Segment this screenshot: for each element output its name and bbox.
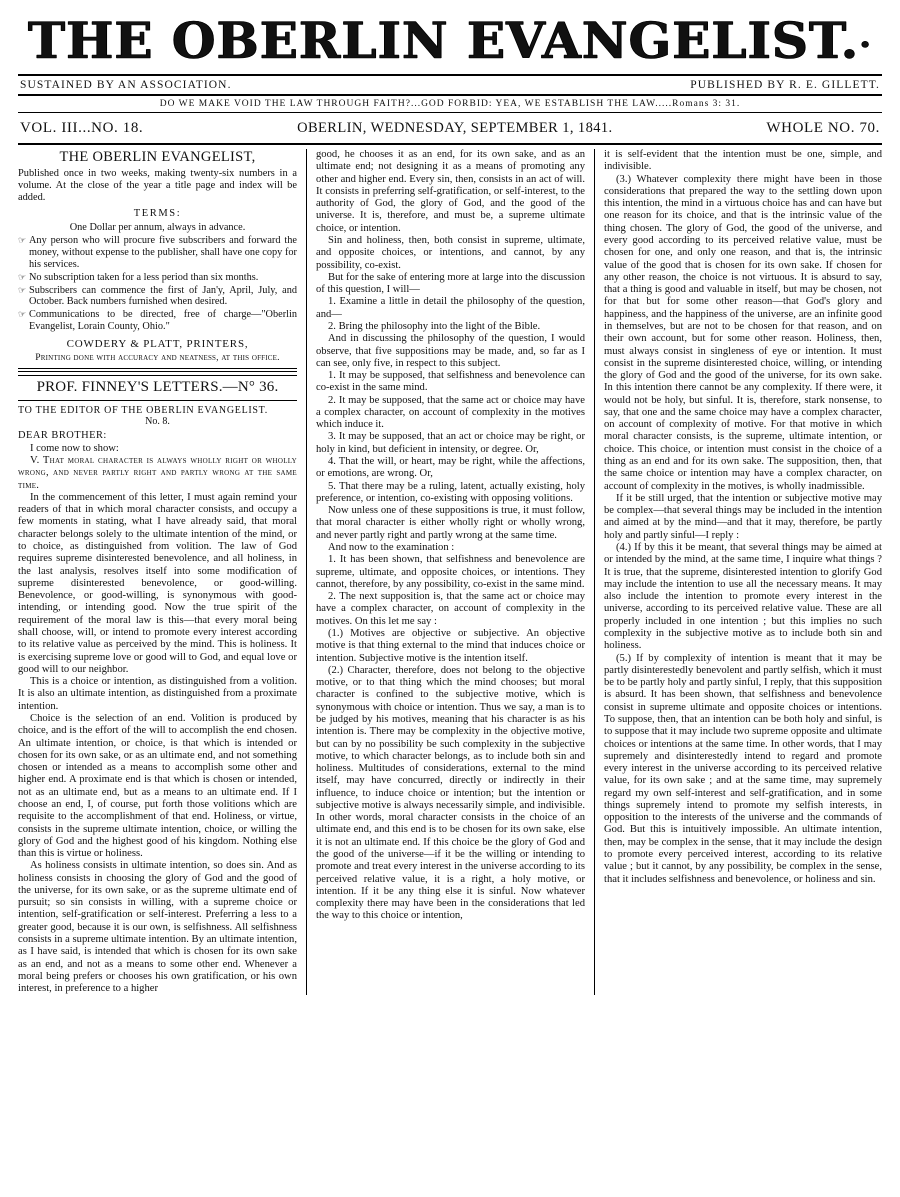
terms-item — [18, 309, 297, 333]
article-paragraph: Sin and holiness, then, both consist in supreme, ultimate, and opposite choices, or intentions, and cannot, by any possibility, co-exist. — [316, 234, 585, 271]
terms-item — [18, 272, 297, 284]
published-by-text: PUBLISHED BY R. E. GILLETT. — [690, 79, 880, 91]
publication-block-title: THE OBERLIN EVANGELIST, — [59, 149, 256, 165]
terms-item — [18, 235, 297, 271]
pointing-hand-icon: ☞ — [18, 234, 27, 245]
article-paragraph: 1. It has been shown, that selfishness and benevolence are supreme, ultimate, and opposite choices, or intentions. They cannot, therefore, by any possibility, co-exist in the same mind. — [316, 554, 585, 590]
column-3 — [594, 149, 882, 995]
article-paragraph: (5.) If by complexity of intention is meant that it may be partly disinterestedly benevolent and partly selfish, which it must be to be partly holy and partly sinful, I reply, that this supposition is absurd. It has been shown, that selfishness and benevolence consist in supreme ultimate and opposite choices or intentions. To suppose, then, that an intention can be both holy and sinful, is to suppose that it may include two supreme opposite and ultimate choices or intentions at the same time. In other words, that I may supremely and disinterestedly intend to regard and promote every interest in the universe according to its perceived relative value, for its own sake ; and at the same time, may supremely regard my own self-interest and self-gratification, and in some things supremely intend to promote my selfish interests, in opposition to the interests of the universe and the commands of God. But this is intuitively impossible. An ultimate intention, then, may be complex in the sense, that it may include the design to promote every perceived interest, according to its relative value ; but it cannot, by any possibility, be complex in the sense, that it includes selfishness and benevolence, or holiness and sin. — [604, 652, 882, 885]
article-paragraph: 3. It may be supposed, that an act or choice may be right, or holy in kind, but deficient in intensity, or degree. Or, — [316, 431, 585, 455]
pointing-hand-icon: ☞ — [18, 309, 27, 320]
issue-row — [18, 113, 882, 143]
article-paragraph: This is a choice or intention, as distinguished from a volition. It is also an ultimate intention, as distinguished from a proximate intention. — [18, 676, 297, 712]
article-paragraph: But for the sake of entering more at large into the discussion of this question, I will— — [316, 271, 585, 296]
newspaper-title — [18, 11, 882, 70]
article-paragraph: As holiness consists in ultimate intention, so does sin. And as holiness consists in choosing the glory of God and the good of the universe, for its own sake, or as the supreme ultimate end of pursuit; so sin consists in willing, with a supreme choice or intention, self-gratification or self-interest. Preferring a less to a greater good, because it is our own, is selfishness. All selfishness consists in a supreme ultimate intention. By an ultimate intention, as I have said, is intended that which is chosen for its own sake as an end, and not as a means to some other end. Whenever a moral being prefers or chooses his own gratification, or his own interest, in preference to a higher — [18, 860, 297, 995]
column-1 — [18, 149, 306, 995]
pointing-hand-icon: ☞ — [18, 284, 27, 295]
terms-price: One Dollar per annum, always in advance. — [69, 221, 246, 233]
terms-item-text: Subscribers can commence the first of Jan'y, April, July, and October. Back numbers furnished when desired. — [29, 284, 297, 308]
article-paragraph: (1.) Motives are objective or subjective. An objective motive is that thing external to the mind that induces choice or intention. Subjective motive is the intention itself. — [316, 627, 585, 664]
article-paragraph: good, he chooses it as an end, for its own sake, and as an ultimate end; not designing it as a means of promoting any other and higher end. Every sin, then, consists in an act of will. It consists in preferring self-gratification, or self-interest, to the authority of God, the glory of God, and the good of the universe. It is, therefore, and must be, a supreme ultimate choice, or intention. — [316, 149, 585, 234]
masthead-ornament-dot: · — [859, 25, 873, 65]
printers-note: Printing done with accuracy and neatness, at this office. — [35, 352, 280, 364]
article-paragraph: Now unless one of these suppositions is true, it must follow, that moral character is either wholly right or wholly wrong, and never partly right and partly wrong at the same time. — [316, 505, 585, 541]
article-addressee: TO THE EDITOR OF THE OBERLIN EVANGELIST. — [18, 404, 268, 416]
article-paragraph: 1. It may be supposed, that selfishness and benevolence can co-exist in the same mind. — [316, 370, 585, 394]
article-letter-number: No. 8. — [145, 416, 170, 428]
masthead-motto: DO WE MAKE VOID THE LAW THROUGH FAITH?...GOD FORBID: YEA, WE ESTABLISH THE LAW.....Romans 3: 31. — [18, 95, 882, 113]
volume-number: VOL. III...NO. 18. — [20, 120, 144, 136]
article-paragraph: (4.) If by this it be meant, that several things may be aimed at or intended by the mind, at the same time, I inquire what things ? It is true, that the supreme, disinterested intention to glorify God may include the intention to use all the necessary means. It may also include the intention to promote every interest in the universe, according to its perceived relative value. These are all properly included in one intention ; but this implies no such complexity in the subjective motive as to include both sin and holiness. — [604, 542, 882, 652]
columns-container — [18, 149, 882, 995]
article-paragraph: 2. It may be supposed, that the same act or choice may have a complex character, on account of complexity in the motives which induce it. — [316, 394, 585, 431]
section-rule-upper — [18, 368, 297, 369]
terms-item-text: No subscription taken for a less period than six months. — [29, 271, 259, 283]
article-paragraph: I come now to show: — [30, 442, 119, 454]
motto-wrap — [18, 94, 882, 113]
article-paragraph: (3.) Whatever complexity there might have been in those considerations that prepared the way to the settling down upon this intention, the mind in a virtuous choice has and can have but one reason for its choice, and that is the intrinsic value of the thing chosen. The glory of God, the good of the universe, and every good according to its perceived relative value, must be chosen for one, and only one reason, and that is, the intrinsic value of the good that is chosen for its own sake. If chosen for any other reason, the choice is not virtuous. It is absurd to say, that a thing is good and valuable in itself, but may be chosen, not for that but for some other reason—that God's glory and happiness, and the happiness of the universe, are an infinite good in themselves, but are not to be chosen for that reason, and on their own account, but for some other reason. Holiness, then, must always consist in singleness of eye or intention. It must consist in the supreme disinterested choice, willing, or intending the glory of God and the good of the universe, for its own sake. In this intention there cannot be any complexity. If there were, it would not be holy, but sinful. It is, therefore, stark nonsense, to say, that one and the same choice may have a complex character, on account of complexity of motive. For that motive in which moral character consists, is the supreme, ultimate intention, or choice. This choice, or intention must consist in the choice of a thing as an end and for its own sake. The supposition, then, that the same choice or intention may have a complex character, on account of complexity in the motives, is wholly inadmissible. — [604, 173, 882, 492]
place-and-date: OBERLIN, WEDNESDAY, SEPTEMBER 1, 1841. — [297, 120, 613, 136]
printers-name: COWDERY & PLATT, PRINTERS, — [66, 338, 249, 351]
article-paragraph: 5. That there may be a ruling, latent, actually existing, holy preference, or intention, co-existing with opposing volitions. — [316, 480, 585, 504]
article-paragraph: 2. The next supposition is, that the same act or choice may have a complex character, on account of complexity in the motives. On this let me say : — [316, 591, 585, 627]
terms-item-text: Communications to be directed, free of charge—"Oberlin Evangelist, Lorain County, Ohio." — [29, 309, 297, 333]
masthead — [18, 11, 882, 70]
terms-item-text: Any person who will procure five subscribers and forward the money, without expense to the publisher, shall have one copy for his services. — [29, 234, 297, 270]
article-paragraph: In the commencement of this letter, I must again remind your readers of that in which moral character consists, and occupy a few moments in stating, what I have already said, that moral character belongs solely to the ultimate intention of the mind, or to choice, as distinguished from volition. The law of God requires supreme disinterested benevolence, and all holiness, in the last analysis, resolves itself into some modification of supreme disinterested benevolence, or good-willing. Benevolence, or good-willing, is synonymous with good-intending, or intending good. Now the true spirit of the requirement of the moral law is this—that every moral being shall choose, will, or intend to promote every interest according to its relative value as perceived by the mind. This is holiness. It is exercising supreme love or good will to God, and equal love or good will to our neighbor. — [18, 491, 297, 675]
sustained-by-text: SUSTAINED BY AN ASSOCIATION. — [20, 79, 232, 91]
article-paragraph: If it be still urged, that the intention or subjective motive may be complex—that several things may be included in the intention and aimed at by the mind—and that it may, therefore, be partly holy and partly sinful—I reply : — [604, 492, 882, 541]
whole-number: WHOLE NO. 70. — [766, 120, 880, 136]
column-2 — [306, 149, 594, 995]
article-salutation: DEAR BROTHER: — [18, 429, 107, 441]
article-paragraph: 2. Bring the philosophy into the light of the Bible. — [328, 320, 541, 332]
article-paragraph: V. That moral character is always wholly right or wholly wrong, and never partly right and partly wrong at the same time. — [18, 455, 297, 491]
imprint-row — [18, 76, 882, 94]
article-paragraph: And in discussing the philosophy of the question, I would observe, that five suppositions may be made, and, so far as I can see, only five, in respect to this subject. — [316, 333, 585, 369]
article-paragraph: 1. Examine a little in detail the philosophy of the question, and— — [316, 296, 585, 320]
article-paragraph: it is self-evident that the intention must be one, simple, and indivisible. — [604, 149, 882, 173]
issue-rule — [18, 143, 882, 145]
article-paragraph: Choice is the selection of an end. Volition is produced by choice, and is the effort of the will to accomplish the end chosen. An ultimate intention, or choice, is that which is intended or chosen for its own sake, or as an ultimate end, and not something chosen or intended as a means to accomplish some other and higher end. A proximate end is that which is chosen or intended, not as an ultimate end, but as a means to an ultimate end. If I choose an end, I, of course, put forth those volitions which are requisite to the accomplishment of that end. Holiness, or virtue, consists in the supreme ultimate intention, choice, or willing the glory of God and the highest good of his kingdom. Nothing else than this is virtue or holiness. — [18, 712, 297, 860]
article-heading: PROF. FINNEY'S LETTERS.—N° 36. — [18, 376, 297, 400]
article-paragraph: 4. That the will, or heart, may be right, while the affections, or emotions, are wrong. Or, — [316, 456, 585, 480]
article-paragraph: And now to the examination : — [328, 542, 455, 553]
newspaper-title-text: THE OBERLIN EVANGELIST. — [27, 11, 860, 70]
terms-item — [18, 285, 297, 309]
article-paragraph: (2.) Character, therefore, does not belong to the objective motive, or to that thing which the mind chooses; but moral character is confined to the subjective motive, which is synonymous with choice or intention. Thus we say, a man is to be judged by his motives, meaning that his character is as his intention is. There may be complexity in the objective motive, but can by no possibility be such complexity in the subjective motive, to which character belongs, as to include both sin and holiness. Multitudes of considerations, external to the mind itself, may have concurred, directly or indirectly in their influence, to induce choice or intention; but the intention or subjective motive is always necessarily simple, and indivisible. In other words, moral character consists in the choice of an ultimate end, and this end is to be chosen for its own sake, else it is not an ultimate end. If this choice be the glory of God and the good of the universe—if it be the willing or intending to promote and treat every interest in the universe according to its perceived relative value, it is a right, a holy motive, or intention. If it be any thing else it is sinful. Now whatever complexity there may have been in the considerations that led the way to this choice or intention, — [316, 664, 585, 922]
publication-description: Published once in two weeks, making twenty-six numbers in a volume. At the close of the year a title page and index will be added. — [18, 167, 297, 203]
pointing-hand-icon: ☞ — [18, 271, 27, 282]
terms-heading: TERMS: — [133, 207, 182, 219]
